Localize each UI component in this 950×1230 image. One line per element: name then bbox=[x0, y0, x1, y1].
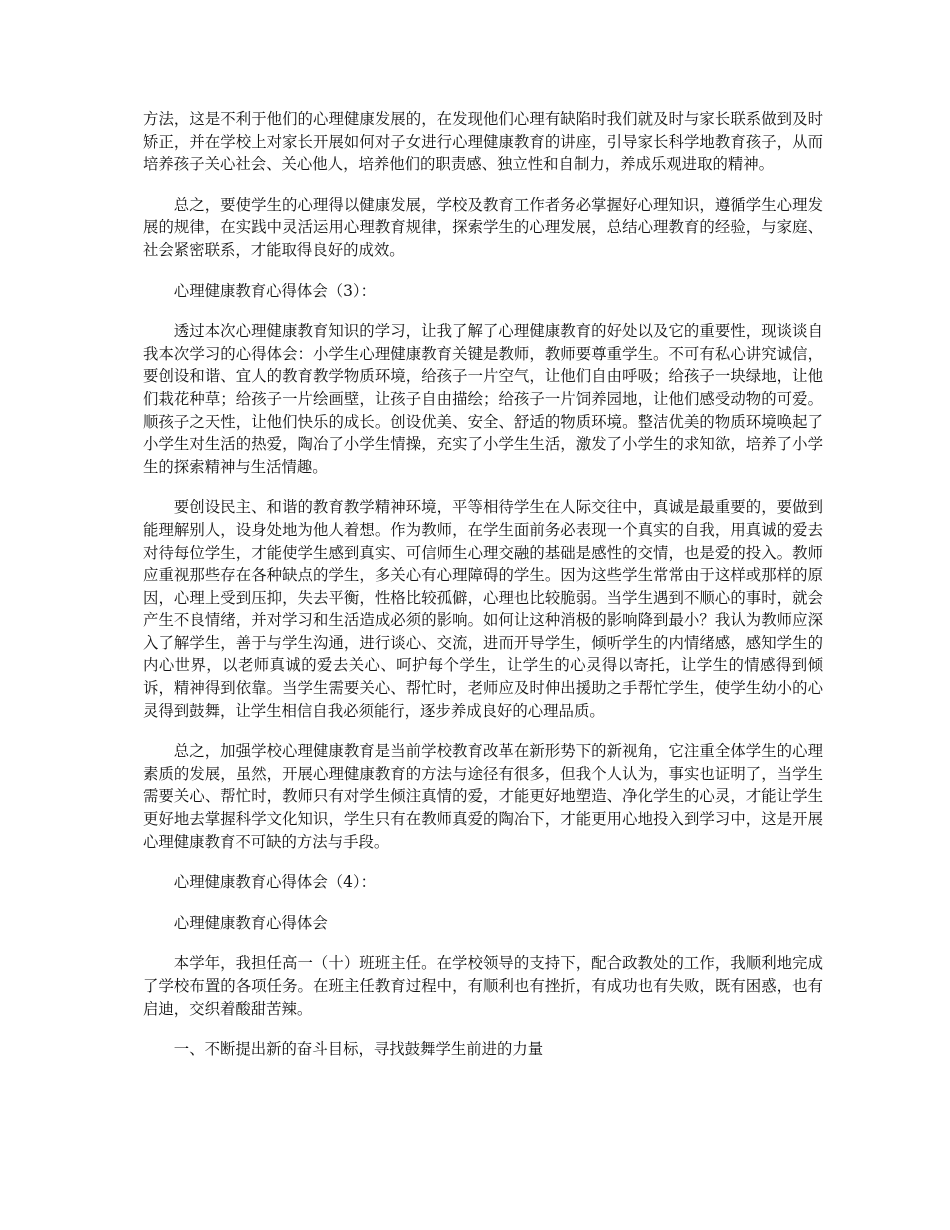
paragraph: 方法，这是不利于他们的心理健康发展的，在发现他们心理有缺陷时我们就及时与家长联系做到及时矫正，并在学校上对家长开展如何对子女进行心理健康教育的讲座，引导家长科学地教育孩子，从而培养孩子关心社会、关心他人，培养他们的职责感、独立性和自制力，养成乐观进取的精神。 bbox=[143, 110, 823, 174]
document-body bbox=[143, 108, 823, 1079]
section-heading: 心理健康教育心得体会（4）： bbox=[173, 873, 376, 892]
paragraph: 要创设民主、和谐的教育教学精神环境，平等相待学生在人际交往中，真诚是最重要的，要做到能理解别人，设身处地为他人着想。作为教师，在学生面前务必表现一个真实的自我，用真诚的爱去对待每位学生，才能使学生感到真实、可信师生心理交融的基础是感性的交情，也是爱的投入。教师应重视那些存在各种缺点的学生，多关心有心理障碍的学生。因为这些学生常常由于这样或那样的原因，心理上受到压抑，失去平衡，性格比较孤僻，心理也比较脆弱。当学生遇到不顺心的事时，就会产生不良情绪，并对学习和生活造成必须的影响。如何让这种消极的影响降到最小？我认为教师应深入了解学生，善于与学生沟通，进行谈心、交流，进而开导学生，倾听学生的内情绪感，感知学生的内心世界，以老师真诚的爱去关心、呵护每个学生，让学生的心灵得以寄托，让学生的情感得到倾诉，精神得到依靠。当学生需要关心、帮忙时，老师应及时伸出援助之手帮忙学生，使学生幼小的心灵得到鼓舞，让学生相信自我必须能行，逐步养成良好的心理品质。 bbox=[143, 498, 823, 720]
paragraph: 透过本次心理健康教育知识的学习，让我了解了心理健康教育的好处以及它的重要性，现谈谈自我本次学习的心得体会：小学生心理健康教育关键是教师，教师要尊重学生。不可有私心讲究诚信，要创设和谐、宜人的教育教学物质环境，给孩子一片空气，让他们自由呼吸；给孩子一块绿地，让他们栽花种草；给孩子一片绘画壁，让孩子自由描绘；给孩子一片饲养园地，让他们感受动物的可爱。顺孩子之天性，让他们快乐的成长。创设优美、安全、舒适的物质环境。整洁优美的物质环境唤起了小学生对生活的热爱，陶冶了小学生情操，充实了小学生生活，激发了小学生的求知欲，培养了小学生的探索精神与生活情趣。 bbox=[143, 322, 823, 476]
section-heading: 心理健康教育心得体会（3）： bbox=[173, 281, 376, 300]
subsection-heading: 一、不断提出新的奋斗目标，寻找鼓舞学生前进的力量 bbox=[173, 1040, 544, 1059]
paragraph: 总之，要使学生的心理得以健康发展，学校及教育工作者务必掌握好心理知识，遵循学生心理发展的规律，在实践中灵活运用心理教育规律，探索学生的心理发展，总结心理教育的经验，与家庭、社会紧密联系，才能取得良好的成效。 bbox=[143, 195, 823, 259]
paragraph: 总之，加强学校心理健康教育是当前学校教育改革在新形势下的新视角，它注重全体学生的心理素质的发展，虽然，开展心理健康教育的方法与途径有很多，但我个人认为，事实也证明了，当学生需要关心、帮忙时，教师只有对学生倾注真情的爱，才能更好地塑造、净化学生的心灵，才能让学生更好地去掌握科学文化知识，学生只有在教师真爱的陶冶下，才能更用心地投入到学习中，这是开展心理健康教育不可缺的方法与手段。 bbox=[143, 742, 823, 851]
paragraph: 本学年，我担任高一（十）班班主任。在学校领导的支持下，配合政教处的工作，我顺利地完成了学校布置的各项任务。在班主任教育过程中，有顺利也有挫折，有成功也有失败，既有困惑，也有启迪，交织着酸甜苦辣。 bbox=[143, 954, 823, 1018]
section-title: 心理健康教育心得体会 bbox=[173, 913, 328, 932]
